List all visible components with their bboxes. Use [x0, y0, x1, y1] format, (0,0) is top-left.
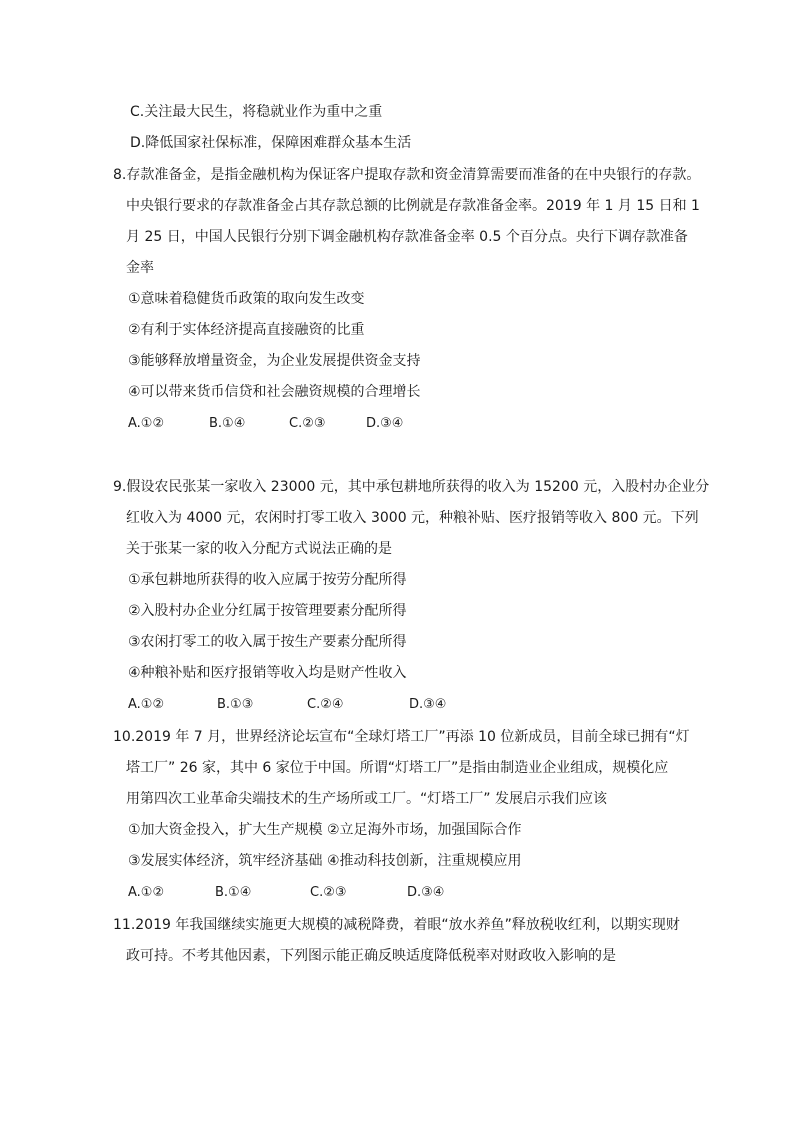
q9-option-a: A.①②	[128, 697, 165, 712]
q9-option-b: B.①③	[217, 697, 254, 712]
q10-option-c: C.②③	[310, 885, 347, 900]
q8-option-b: B.①④	[209, 416, 246, 431]
q8-option-c: C.②③	[289, 416, 326, 431]
q8-options	[128, 414, 728, 434]
q10-stem-line: 用第四次工业革命尖端技术的生产场所或工厂。“灯塔工厂” 发展启示我们应该	[126, 791, 607, 807]
q9-item: ①承包耕地所获得的收入应属于按劳分配所得	[128, 572, 407, 588]
q8-item: ③能够释放增量资金，为企业发展提供资金支持	[128, 353, 421, 369]
q8-item: ①意味着稳健货币政策的取向发生改变	[128, 291, 365, 307]
q10-option-d: D.③④	[407, 885, 445, 900]
q8-item: ②有利于实体经济提高直接融资的比重	[128, 322, 365, 338]
q11-stem-line: 11.2019 年我国继续实施更大规模的减税降费，着眼“放水养鱼”释放税收红利，以期实现财	[113, 917, 680, 933]
q10-option-a: A.①②	[128, 885, 165, 900]
q10-item: ①加大资金投入，扩大生产规模 ②立足海外市场，加强国际合作	[128, 822, 522, 838]
q9-item: ②入股村办企业分红属于按管理要素分配所得	[128, 603, 407, 619]
q7-option-c: C.关注最大民生，将稳就业作为重中之重	[130, 104, 383, 120]
q8-item: ④可以带来货币信贷和社会融资规模的合理增长	[128, 384, 421, 400]
q10-item: ③发展实体经济，筑牢经济基础 ④推动科技创新，注重规模应用	[128, 853, 522, 869]
q9-stem-line: 9.假设农民张某一家收入 23000 元，其中承包耕地所获得的收入为 15200 元，入股村办企业分	[113, 479, 710, 495]
q8-stem-line: 8.存款准备金，是指金融机构为保证客户提取存款和资金清算需要而准备的在中央银行的存款。	[113, 167, 701, 183]
q10-options	[128, 883, 728, 903]
q8-stem-line: 金率	[126, 260, 154, 276]
q9-item: ④种粮补贴和医疗报销等收入均是财产性收入	[128, 665, 407, 681]
q10-stem-line: 塔工厂” 26 家，其中 6 家位于中国。所谓“灯塔工厂”是指由制造业企业组成，规模化应	[126, 760, 669, 776]
q9-option-c: C.②④	[307, 697, 344, 712]
q8-stem-line: 月 25 日，中国人民银行分别下调金融机构存款准备金率 0.5 个百分点。央行下调存款准备	[126, 229, 688, 245]
q8-option-d: D.③④	[366, 416, 404, 431]
q9-item: ③农闲打零工的收入属于按生产要素分配所得	[128, 634, 407, 650]
q9-options	[128, 695, 728, 715]
q10-option-b: B.①④	[215, 885, 252, 900]
q7-option-d: D.降低国家社保标准，保障困难群众基本生活	[130, 135, 412, 151]
q9-option-d: D.③④	[409, 697, 447, 712]
q10-stem-line: 10.2019 年 7 月，世界经济论坛宣布“全球灯塔工厂”再添 10 位新成员，目前全球已拥有“灯	[113, 729, 690, 745]
q9-stem-line: 红收入为 4000 元，农闲时打零工收入 3000 元，种粮补贴、医疗报销等收入 800 元。下列	[126, 510, 699, 526]
q8-option-a: A.①②	[128, 416, 165, 431]
q9-stem-line: 关于张某一家的收入分配方式说法正确的是	[126, 541, 392, 557]
q11-stem-line: 政可持。不考其他因素，下列图示能正确反映适度降低税率对财政收入影响的是	[126, 948, 616, 964]
q8-stem-line: 中央银行要求的存款准备金占其存款总额的比例就是存款准备金率。2019 年 1 月 15 日和 1	[126, 198, 700, 214]
